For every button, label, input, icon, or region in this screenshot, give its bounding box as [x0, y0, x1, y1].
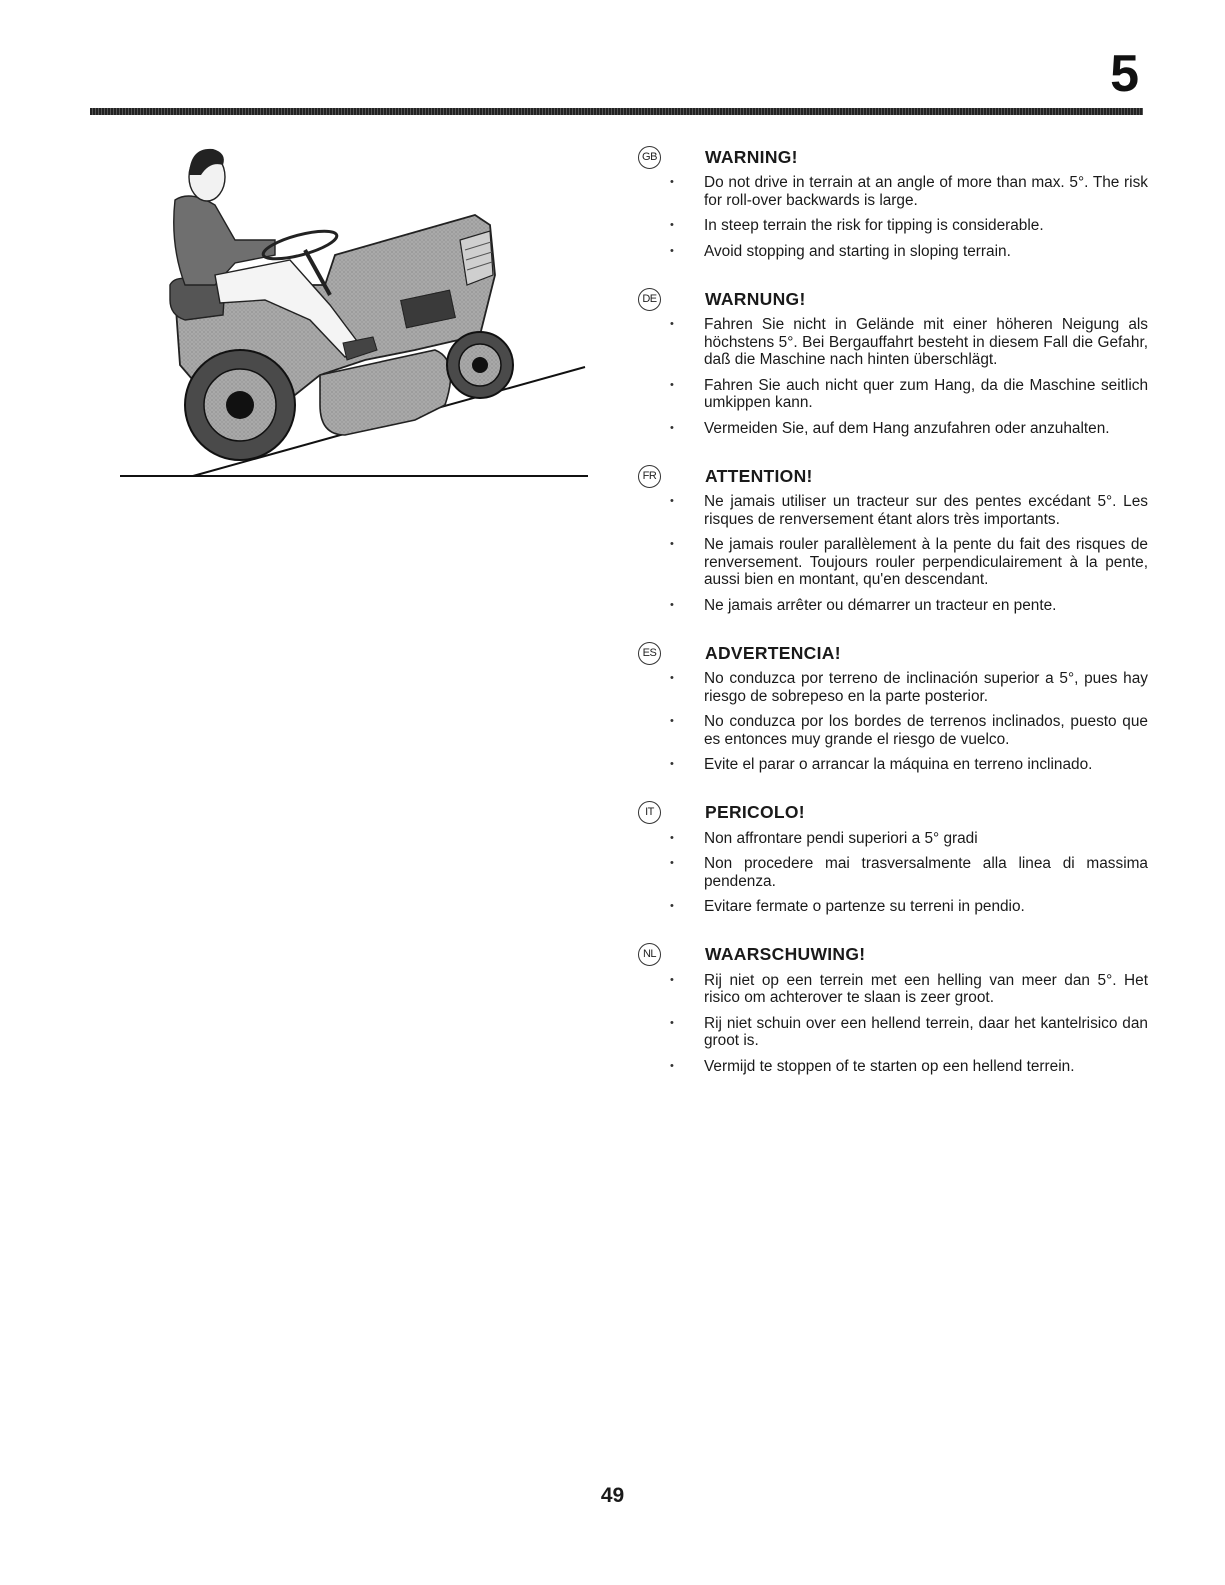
- tractor-slope-illustration: [115, 135, 595, 490]
- bullet-item: • Avoid stopping and starting in sloping terrain.: [670, 243, 1148, 261]
- bullet-item: • Ne jamais utiliser un tracteur sur des pentes excédant 5°. Les risques de renversement étant alors très importants.: [670, 493, 1148, 528]
- warning-section-nl: [638, 938, 1148, 1076]
- section-title: ATTENTION!: [705, 465, 813, 486]
- language-badge-icon: NL: [638, 943, 661, 966]
- language-badge-icon: FR: [638, 465, 661, 488]
- language-badge-icon: GB: [638, 146, 661, 169]
- bullet-list: [638, 316, 1148, 437]
- section-title: WARNING!: [705, 146, 798, 167]
- section-title: WAARSCHUWING!: [705, 944, 866, 964]
- warning-section-de: [638, 282, 1148, 437]
- language-badge-icon: IT: [638, 801, 661, 824]
- section-header: [638, 282, 1148, 316]
- bullet-item: • Ne jamais rouler parallèlement à la pente du fait des risques de renversement. Toujours rouler perpendiculairement à la pente, aussi bien en montant, qu'en descendant.: [670, 536, 1148, 589]
- section-title: WARNUNG!: [705, 288, 806, 309]
- bullet-list: [638, 493, 1148, 614]
- warning-sections: [638, 140, 1148, 1097]
- warning-section-fr: [638, 459, 1148, 614]
- bullet-item: • No conduzca por terreno de inclinación superior a 5°, pues hay riesgo de sobrepeso en la parte posterior.: [670, 670, 1148, 705]
- bullet-list: [638, 670, 1148, 774]
- bullet-item: • Vermijd te stoppen of te starten op een hellend terrein.: [670, 1058, 1148, 1076]
- section-header: [638, 636, 1148, 670]
- bullet-item: • Non affrontare pendi superiori a 5° gradi: [670, 830, 1148, 848]
- bullet-item: • Fahren Sie nicht in Gelände mit einer höheren Neigung als höchstens 5°. Bei Bergauffahrt besteht in diesem Fall die Gefahr, daß die Maschine nach hinten überschlägt.: [670, 316, 1148, 369]
- section-header: [638, 459, 1148, 493]
- bullet-list: [638, 972, 1148, 1076]
- bullet-item: • No conduzca por los bordes de terrenos inclinados, puesto que es entonces muy grande el riesgo de vuelco.: [670, 713, 1148, 748]
- warning-section-es: [638, 636, 1148, 774]
- bullet-item: • Rij niet schuin over een hellend terrein, daar het kantelrisico dan groot is.: [670, 1015, 1148, 1050]
- section-title: ADVERTENCIA!: [705, 642, 841, 663]
- bullet-item: • Fahren Sie auch nicht quer zum Hang, da die Maschine seitlich umkippen kann.: [670, 377, 1148, 412]
- bullet-item: • Rij niet op een terrein met een helling van meer dan 5°. Het risico om achterover te slaan is zeer groot.: [670, 972, 1148, 1007]
- bullet-list: [638, 830, 1148, 916]
- warning-section-it: [638, 796, 1148, 916]
- page-number: 49: [600, 1484, 625, 1507]
- language-badge-icon: ES: [638, 642, 661, 665]
- section-header: [638, 938, 1148, 972]
- header-rule: [90, 108, 1143, 115]
- section-title: PERICOLO!: [705, 802, 805, 822]
- section-header: [638, 796, 1148, 830]
- section-header: [638, 140, 1148, 174]
- chapter-number: 5: [1110, 45, 1139, 103]
- bullet-item: • In steep terrain the risk for tipping is considerable.: [670, 217, 1148, 235]
- bullet-item: • Non procedere mai trasversalmente alla linea di massima pendenza.: [670, 855, 1148, 890]
- language-badge-icon: DE: [638, 288, 661, 311]
- bullet-item: • Evitare fermate o partenze su terreni in pendio.: [670, 898, 1148, 916]
- warning-section-gb: [638, 140, 1148, 260]
- bullet-item: • Do not drive in terrain at an angle of more than max. 5°. The risk for roll-over backwards is large.: [670, 174, 1148, 209]
- bullet-item: • Ne jamais arrêter ou démarrer un tracteur en pente.: [670, 597, 1148, 615]
- bullet-item: • Evite el parar o arrancar la máquina en terreno inclinado.: [670, 756, 1148, 774]
- bullet-item: • Vermeiden Sie, auf dem Hang anzufahren oder anzuhalten.: [670, 420, 1148, 438]
- bullet-list: [638, 174, 1148, 260]
